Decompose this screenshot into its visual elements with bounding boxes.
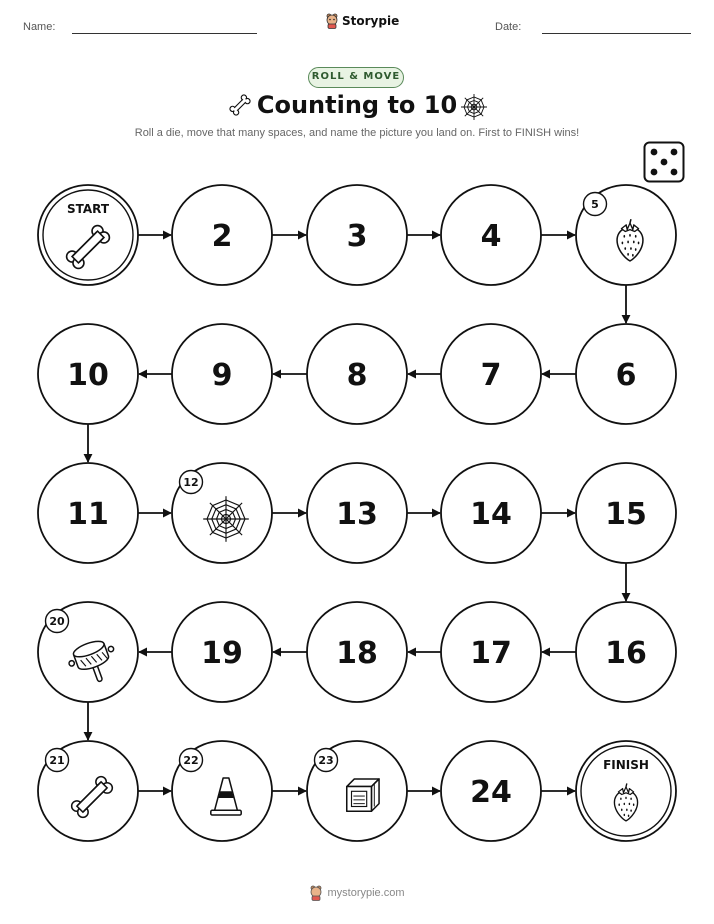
board-space-23[interactable] bbox=[307, 741, 407, 841]
board-space-15[interactable] bbox=[576, 463, 676, 563]
finish-label: FINISH bbox=[603, 758, 649, 772]
board-space-20[interactable] bbox=[38, 602, 138, 702]
board-space-18[interactable] bbox=[307, 602, 407, 702]
space-number: 21 bbox=[49, 754, 65, 767]
space-number: 9 bbox=[211, 358, 233, 393]
start-space[interactable] bbox=[38, 185, 138, 285]
board-space-6[interactable] bbox=[576, 324, 676, 424]
footer-url[interactable]: mystorypie.com bbox=[327, 887, 405, 899]
space-number: 5 bbox=[591, 198, 599, 211]
date-label: Date: bbox=[495, 21, 522, 33]
board-space-19[interactable] bbox=[172, 602, 272, 702]
board-space-17[interactable] bbox=[441, 602, 541, 702]
space-number: 4 bbox=[480, 219, 502, 254]
space-number: 24 bbox=[470, 775, 512, 810]
roll-move-badge: ROLL & MOVE bbox=[308, 67, 404, 88]
board-space-7[interactable] bbox=[441, 324, 541, 424]
board-space-22[interactable] bbox=[172, 741, 272, 841]
board-space-9[interactable] bbox=[172, 324, 272, 424]
footer bbox=[0, 885, 714, 901]
space-number: 14 bbox=[470, 497, 512, 532]
space-number: 2 bbox=[211, 219, 233, 254]
spiderweb-icon bbox=[203, 496, 249, 542]
space-number: 7 bbox=[480, 358, 502, 393]
board-space-3[interactable] bbox=[307, 185, 407, 285]
instructions: Roll a die, move that many spaces, and name the picture you land on. First to FINISH wins! bbox=[134, 127, 580, 139]
board-space-16[interactable] bbox=[576, 602, 676, 702]
space-number: 19 bbox=[201, 636, 243, 671]
space-number: 18 bbox=[336, 636, 378, 671]
wooden-crate-icon bbox=[347, 779, 379, 811]
space-number: 22 bbox=[183, 754, 199, 767]
board-space-21[interactable] bbox=[38, 741, 138, 841]
space-number: 15 bbox=[605, 497, 647, 532]
board-space-12[interactable] bbox=[172, 463, 272, 563]
board-space-2[interactable] bbox=[172, 185, 272, 285]
space-number: 13 bbox=[336, 497, 378, 532]
space-circle bbox=[38, 185, 138, 285]
space-number: 20 bbox=[49, 615, 65, 628]
space-number: 17 bbox=[470, 636, 512, 671]
space-number: 10 bbox=[67, 358, 109, 393]
space-number: 12 bbox=[183, 476, 199, 489]
mascot-icon bbox=[309, 885, 323, 901]
space-number: 23 bbox=[318, 754, 334, 767]
space-number: 8 bbox=[346, 358, 368, 393]
space-number: 16 bbox=[605, 636, 647, 671]
board-space-8[interactable] bbox=[307, 324, 407, 424]
board-space-4[interactable] bbox=[441, 185, 541, 285]
space-number: 3 bbox=[346, 219, 368, 254]
board-space-5[interactable] bbox=[576, 185, 676, 285]
board-space-14[interactable] bbox=[441, 463, 541, 563]
board-space-11[interactable] bbox=[38, 463, 138, 563]
space-number: 11 bbox=[67, 497, 109, 532]
finish-space[interactable] bbox=[576, 741, 676, 841]
board-space-24[interactable] bbox=[441, 741, 541, 841]
brand-name: Storypie bbox=[342, 14, 400, 28]
board-space-13[interactable] bbox=[307, 463, 407, 563]
board-space-10[interactable] bbox=[38, 324, 138, 424]
name-label: Name: bbox=[23, 21, 56, 33]
space-number: 6 bbox=[615, 358, 637, 393]
page-title: Counting to 10 bbox=[256, 91, 458, 119]
start-label: START bbox=[66, 202, 110, 216]
